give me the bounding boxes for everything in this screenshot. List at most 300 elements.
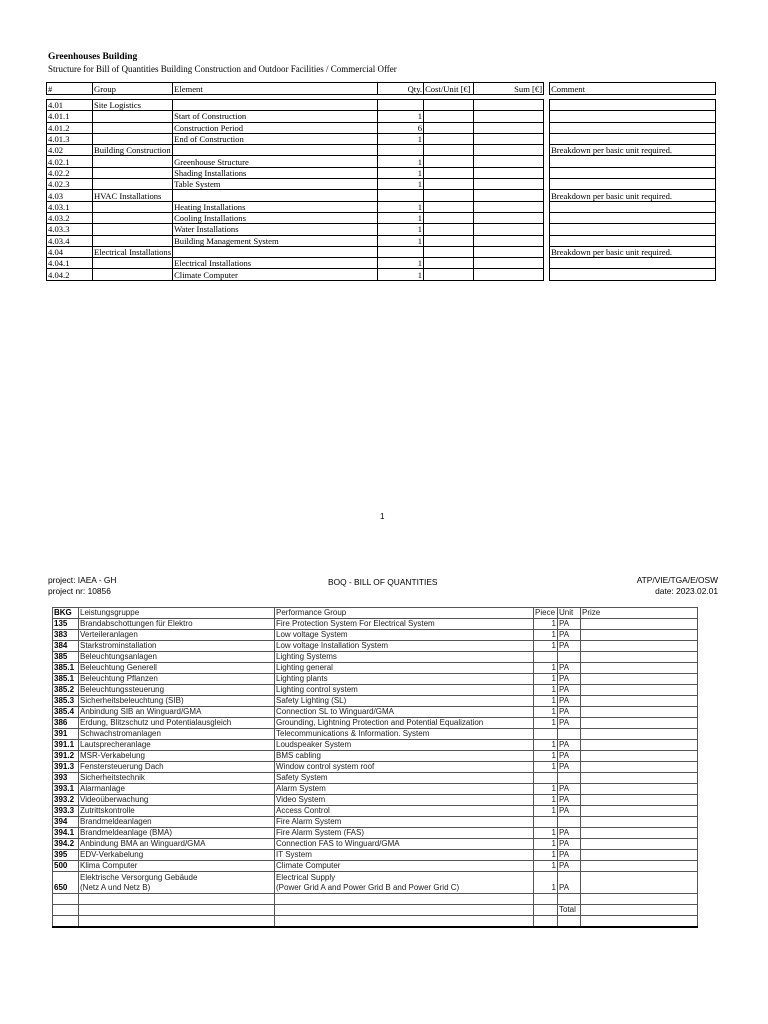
row-prize xyxy=(581,663,698,674)
row-bkg: 385.4 xyxy=(53,707,79,718)
row-performance-group: Telecommunications & Information. System xyxy=(275,729,534,740)
row-bkg: 385.1 xyxy=(53,663,79,674)
table-row xyxy=(53,850,698,861)
row-bkg: 385 xyxy=(53,652,79,663)
row-performance-group: Lighting general xyxy=(275,663,534,674)
page1-title: Greenhouses Building xyxy=(48,52,138,62)
row-prize xyxy=(581,850,698,861)
row-prize xyxy=(581,619,698,630)
row-group xyxy=(93,156,173,167)
row-element: Climate Computer xyxy=(173,269,378,280)
row-bkg: 393 xyxy=(53,773,79,784)
row-prize xyxy=(581,729,698,740)
row-qty: 1 xyxy=(378,167,424,178)
table-row xyxy=(53,729,698,740)
row-sum xyxy=(474,190,544,201)
row-unit: PA xyxy=(558,784,581,795)
row-leistungsgruppe: Beleuchtungssteuerung xyxy=(79,685,275,696)
row-unit: PA xyxy=(558,850,581,861)
table-row xyxy=(53,718,698,729)
row-piece: 1 xyxy=(534,641,558,652)
table-row xyxy=(53,663,698,674)
table-row xyxy=(53,762,698,773)
row-prize xyxy=(581,806,698,817)
row-cost-unit xyxy=(424,111,474,122)
row-number: 4.02.2 xyxy=(47,167,93,178)
row-group: Site Logistics xyxy=(93,100,173,111)
row-performance-group: Fire Alarm System xyxy=(275,817,534,828)
cell-line: (Netz A und Netz B) xyxy=(80,883,151,892)
document-reference xyxy=(637,575,718,597)
total-label: Total xyxy=(558,905,581,916)
project-number: project nr: 10856 xyxy=(48,586,111,596)
table-row xyxy=(53,795,698,806)
row-unit: PA xyxy=(558,872,581,894)
row-prize xyxy=(581,817,698,828)
row-group xyxy=(93,212,173,223)
header-performance-group: Performance Group xyxy=(275,608,534,619)
table-row xyxy=(53,773,698,784)
header-leistungsgruppe: Leistungsgruppe xyxy=(79,608,275,619)
row-qty xyxy=(378,145,424,156)
row-prize xyxy=(581,762,698,773)
blank-row xyxy=(53,894,698,905)
table-row xyxy=(47,167,716,178)
table-row xyxy=(53,707,698,718)
row-element: Construction Period xyxy=(173,122,378,133)
row-qty xyxy=(378,190,424,201)
row-number: 4.03.2 xyxy=(47,212,93,223)
row-qty: 6 xyxy=(378,122,424,133)
row-piece: 1 xyxy=(534,674,558,685)
total-row xyxy=(53,905,698,916)
row-unit: PA xyxy=(558,828,581,839)
row-comment: Breakdown per basic unit required. xyxy=(550,145,716,156)
row-leistungsgruppe: Brandmeldeanlage (BMA) xyxy=(79,828,275,839)
row-prize xyxy=(581,839,698,850)
page2-boq-table xyxy=(52,607,698,928)
project-name: project: IAEA - GH xyxy=(48,575,117,585)
cell-line: Elektrische Versorgung Gebäude xyxy=(80,873,198,882)
row-leistungsgruppe: Lautsprecheranlage xyxy=(79,740,275,751)
row-piece: 1 xyxy=(534,828,558,839)
row-performance-group: Alarm System xyxy=(275,784,534,795)
row-cost-unit xyxy=(424,156,474,167)
table-row xyxy=(47,156,716,167)
row-leistungsgruppe: Beleuchtung Pflanzen xyxy=(79,674,275,685)
header-number: # xyxy=(47,83,93,95)
table-row xyxy=(53,619,698,630)
row-performance-group: Window control system roof xyxy=(275,762,534,773)
empty-cell xyxy=(581,894,698,905)
row-number: 4.03.4 xyxy=(47,235,93,246)
header-group: Group xyxy=(93,83,173,95)
row-element xyxy=(173,145,378,156)
row-piece: 1 xyxy=(534,784,558,795)
row-comment xyxy=(550,201,716,212)
row-comment xyxy=(550,258,716,269)
row-performance-group: Lighting Systems xyxy=(275,652,534,663)
empty-cell xyxy=(53,916,79,928)
empty-cell xyxy=(79,905,275,916)
row-bkg: 391.1 xyxy=(53,740,79,751)
row-performance-group: IT System xyxy=(275,850,534,861)
table-row xyxy=(53,641,698,652)
row-bkg: 394.2 xyxy=(53,839,79,850)
row-unit: PA xyxy=(558,751,581,762)
empty-cell xyxy=(558,916,581,928)
row-group xyxy=(93,269,173,280)
row-group: HVAC Installations xyxy=(93,190,173,201)
row-unit: PA xyxy=(558,619,581,630)
row-comment xyxy=(550,167,716,178)
row-leistungsgruppe: Brandmeldeanlagen xyxy=(79,817,275,828)
table-row xyxy=(53,806,698,817)
row-leistungsgruppe: Starkstrominstallation xyxy=(79,641,275,652)
table-row xyxy=(53,817,698,828)
row-leistungsgruppe: Klima Computer xyxy=(79,861,275,872)
table-row xyxy=(47,258,716,269)
empty-cell xyxy=(79,894,275,905)
row-bkg: 385.3 xyxy=(53,696,79,707)
row-bkg: 391.3 xyxy=(53,762,79,773)
row-bkg: 386 xyxy=(53,718,79,729)
header-qty: Qty. xyxy=(378,83,424,95)
row-element: Electrical Installations xyxy=(173,258,378,269)
row-number: 4.01.3 xyxy=(47,133,93,144)
row-element xyxy=(173,190,378,201)
row-qty: 1 xyxy=(378,235,424,246)
row-group xyxy=(93,235,173,246)
row-performance-group: Safety System xyxy=(275,773,534,784)
row-unit xyxy=(558,773,581,784)
row-sum xyxy=(474,122,544,133)
row-performance-group: Lighting plants xyxy=(275,674,534,685)
row-cost-unit xyxy=(424,212,474,223)
row-leistungsgruppe: Brandabschottungen für Elektro xyxy=(79,619,275,630)
row-leistungsgruppe xyxy=(79,872,275,894)
empty-cell xyxy=(275,894,534,905)
row-group xyxy=(93,167,173,178)
row-comment xyxy=(550,269,716,280)
row-element: Shading Installations xyxy=(173,167,378,178)
row-leistungsgruppe: Anbindung SIB an Winguard/GMA xyxy=(79,707,275,718)
row-performance-group: Low voltage System xyxy=(275,630,534,641)
row-performance-group: Access Control xyxy=(275,806,534,817)
table-row xyxy=(53,674,698,685)
row-piece: 1 xyxy=(534,751,558,762)
row-sum xyxy=(474,179,544,190)
row-number: 4.04.1 xyxy=(47,258,93,269)
table-row xyxy=(47,145,716,156)
row-bkg: 391 xyxy=(53,729,79,740)
row-cost-unit xyxy=(424,122,474,133)
row-cost-unit xyxy=(424,224,474,235)
row-prize xyxy=(581,674,698,685)
row-sum xyxy=(474,167,544,178)
row-leistungsgruppe: Zutrittskontrolle xyxy=(79,806,275,817)
table-row xyxy=(47,212,716,223)
row-comment xyxy=(550,224,716,235)
row-unit: PA xyxy=(558,696,581,707)
empty-cell xyxy=(53,905,79,916)
row-piece: 1 xyxy=(534,762,558,773)
row-number: 4.02.3 xyxy=(47,179,93,190)
row-unit xyxy=(558,729,581,740)
row-unit xyxy=(558,817,581,828)
row-leistungsgruppe: Schwachstromanlagen xyxy=(79,729,275,740)
row-performance-group: Loudspeaker System xyxy=(275,740,534,751)
row-group xyxy=(93,111,173,122)
table-row xyxy=(47,246,716,257)
table-row xyxy=(53,861,698,872)
header-bkg: BKG xyxy=(53,608,79,619)
row-prize xyxy=(581,652,698,663)
header-cost-unit: Cost/Unit [€] xyxy=(424,83,474,95)
row-cost-unit xyxy=(424,201,474,212)
row-sum xyxy=(474,235,544,246)
table-row xyxy=(47,269,716,280)
row-leistungsgruppe: MSR-Verkabelung xyxy=(79,751,275,762)
row-prize xyxy=(581,685,698,696)
row-performance-group: Video System xyxy=(275,795,534,806)
row-sum xyxy=(474,258,544,269)
row-piece xyxy=(534,652,558,663)
row-leistungsgruppe: Sicherheitsbeleuchtung (SIB) xyxy=(79,696,275,707)
row-bkg: 391.2 xyxy=(53,751,79,762)
row-qty: 1 xyxy=(378,179,424,190)
table-row xyxy=(47,201,716,212)
row-bkg: 393.1 xyxy=(53,784,79,795)
header-comment: Comment xyxy=(550,83,716,95)
table-row xyxy=(53,828,698,839)
row-number: 4.02.1 xyxy=(47,156,93,167)
row-unit: PA xyxy=(558,630,581,641)
header-unit: Unit xyxy=(558,608,581,619)
row-unit xyxy=(558,652,581,663)
row-element: End of Construction xyxy=(173,133,378,144)
row-comment xyxy=(550,100,716,111)
row-prize xyxy=(581,630,698,641)
row-group xyxy=(93,133,173,144)
table-row xyxy=(47,235,716,246)
table-row xyxy=(47,179,716,190)
row-number: 4.02 xyxy=(47,145,93,156)
empty-cell xyxy=(534,916,558,928)
row-sum xyxy=(474,133,544,144)
row-cost-unit xyxy=(424,246,474,257)
row-sum xyxy=(474,201,544,212)
row-piece xyxy=(534,817,558,828)
row-bkg: 393.2 xyxy=(53,795,79,806)
row-comment xyxy=(550,212,716,223)
row-piece: 1 xyxy=(534,850,558,861)
empty-cell xyxy=(275,916,534,928)
document-date: date: 2023.02.01 xyxy=(655,586,718,596)
row-sum xyxy=(474,156,544,167)
row-group xyxy=(93,258,173,269)
table-row xyxy=(47,133,716,144)
row-leistungsgruppe: Videoüberwachung xyxy=(79,795,275,806)
row-comment xyxy=(550,235,716,246)
row-prize xyxy=(581,784,698,795)
empty-cell xyxy=(79,916,275,928)
row-number: 4.03.1 xyxy=(47,201,93,212)
row-number: 4.03.3 xyxy=(47,224,93,235)
row-prize xyxy=(581,861,698,872)
row-performance-group: Fire Alarm System (FAS) xyxy=(275,828,534,839)
row-bkg: 135 xyxy=(53,619,79,630)
page2-table-header xyxy=(53,608,698,619)
row-prize xyxy=(581,773,698,784)
row-group xyxy=(93,224,173,235)
row-piece: 1 xyxy=(534,740,558,751)
row-comment xyxy=(550,111,716,122)
row-performance-group: Lighting control system xyxy=(275,685,534,696)
row-cost-unit xyxy=(424,258,474,269)
row-performance-group: Fire Protection System For Electrical System xyxy=(275,619,534,630)
row-prize xyxy=(581,751,698,762)
table-row xyxy=(47,111,716,122)
row-sum xyxy=(474,212,544,223)
boq-title: BOQ - BILL OF QUANTITIES xyxy=(328,577,438,587)
row-unit: PA xyxy=(558,740,581,751)
row-element: Table System xyxy=(173,179,378,190)
table-row xyxy=(53,630,698,641)
page1-table-header xyxy=(47,83,716,95)
row-bkg: 394 xyxy=(53,817,79,828)
table-row xyxy=(47,122,716,133)
row-piece: 1 xyxy=(534,630,558,641)
header-piece: Piece xyxy=(534,608,558,619)
row-leistungsgruppe: Sicherheitstechnik xyxy=(79,773,275,784)
empty-cell xyxy=(581,916,698,928)
row-leistungsgruppe: Verteileranlagen xyxy=(79,630,275,641)
row-unit: PA xyxy=(558,718,581,729)
row-element: Cooling Installations xyxy=(173,212,378,223)
row-sum xyxy=(474,111,544,122)
page1-header xyxy=(48,52,397,75)
row-group: Building Construction xyxy=(94,145,171,156)
row-piece: 1 xyxy=(534,872,558,894)
row-unit: PA xyxy=(558,707,581,718)
row-piece: 1 xyxy=(534,707,558,718)
row-bkg: 385.2 xyxy=(53,685,79,696)
row-bkg: 393.3 xyxy=(53,806,79,817)
empty-cell xyxy=(275,905,534,916)
row-element: Greenhouse Structure xyxy=(173,156,378,167)
row-piece xyxy=(534,729,558,740)
row-prize xyxy=(581,707,698,718)
page1-boq-table xyxy=(46,82,716,281)
row-piece: 1 xyxy=(534,718,558,729)
row-leistungsgruppe: Beleuchtung Generell xyxy=(79,663,275,674)
row-bkg: 394.1 xyxy=(53,828,79,839)
empty-cell xyxy=(53,894,79,905)
row-element: Water Installations xyxy=(173,224,378,235)
row-sum xyxy=(474,145,544,156)
project-info xyxy=(48,575,116,597)
row-qty xyxy=(378,100,424,111)
row-leistungsgruppe: Beleuchtungsanlagen xyxy=(79,652,275,663)
empty-cell xyxy=(558,894,581,905)
table-row xyxy=(53,751,698,762)
row-qty: 1 xyxy=(378,258,424,269)
row-piece: 1 xyxy=(534,806,558,817)
row-unit: PA xyxy=(558,685,581,696)
row-group xyxy=(93,201,173,212)
table-row xyxy=(53,872,698,894)
row-unit: PA xyxy=(558,839,581,850)
table-row xyxy=(53,652,698,663)
table-row xyxy=(47,100,716,111)
row-number: 4.01.2 xyxy=(47,122,93,133)
row-qty: 1 xyxy=(378,269,424,280)
row-prize xyxy=(581,872,698,894)
row-piece: 1 xyxy=(534,839,558,850)
row-sum xyxy=(474,246,544,257)
row-unit: PA xyxy=(558,806,581,817)
row-bkg: 384 xyxy=(53,641,79,652)
row-performance-group: Climate Computer xyxy=(275,861,534,872)
row-sum xyxy=(474,269,544,280)
row-piece: 1 xyxy=(534,619,558,630)
row-comment xyxy=(550,156,716,167)
row-comment: Breakdown per basic unit required. xyxy=(550,246,716,257)
row-comment xyxy=(550,133,716,144)
row-leistungsgruppe: Anbindung BMA an Winguard/GMA xyxy=(79,839,275,850)
row-qty: 1 xyxy=(378,156,424,167)
empty-cell xyxy=(581,905,698,916)
table-row xyxy=(47,190,716,201)
row-performance-group: Grounding, Lightning Protection and Potential Equalization xyxy=(275,718,534,729)
row-comment xyxy=(550,179,716,190)
row-number: 4.04 xyxy=(47,246,93,257)
table-row xyxy=(53,784,698,795)
row-cost-unit xyxy=(424,145,474,156)
row-bkg: 383 xyxy=(53,630,79,641)
row-cost-unit xyxy=(424,269,474,280)
row-element: Building Management System xyxy=(173,235,378,246)
row-cost-unit xyxy=(424,100,474,111)
table-row xyxy=(53,696,698,707)
row-leistungsgruppe: Fenstersteuerung Dach xyxy=(79,762,275,773)
row-cost-unit xyxy=(424,167,474,178)
row-bkg: 385.1 xyxy=(53,674,79,685)
table-row xyxy=(53,740,698,751)
row-sum xyxy=(474,224,544,235)
row-bkg: 500 xyxy=(53,861,79,872)
row-bkg: 395 xyxy=(53,850,79,861)
row-bkg: 650 xyxy=(53,872,79,894)
row-piece: 1 xyxy=(534,685,558,696)
row-unit: PA xyxy=(558,641,581,652)
header-prize: Prize xyxy=(581,608,698,619)
row-number: 4.01 xyxy=(47,100,93,111)
row-performance-group: Safety Lighting (SL) xyxy=(275,696,534,707)
row-unit: PA xyxy=(558,674,581,685)
row-element: Heating Installations xyxy=(173,201,378,212)
header-sum: Sum [€] xyxy=(474,83,544,95)
header-element: Element xyxy=(173,83,378,95)
row-comment: Breakdown per basic unit required. xyxy=(550,190,716,201)
row-sum xyxy=(474,100,544,111)
row-performance-group: Connection SL to Winguard/GMA xyxy=(275,707,534,718)
row-piece: 1 xyxy=(534,795,558,806)
row-leistungsgruppe: EDV-Verkabelung xyxy=(79,850,275,861)
row-leistungsgruppe: Erdung, Blitzschutz und Potentialausgleich xyxy=(79,718,275,729)
row-cost-unit xyxy=(424,190,474,201)
